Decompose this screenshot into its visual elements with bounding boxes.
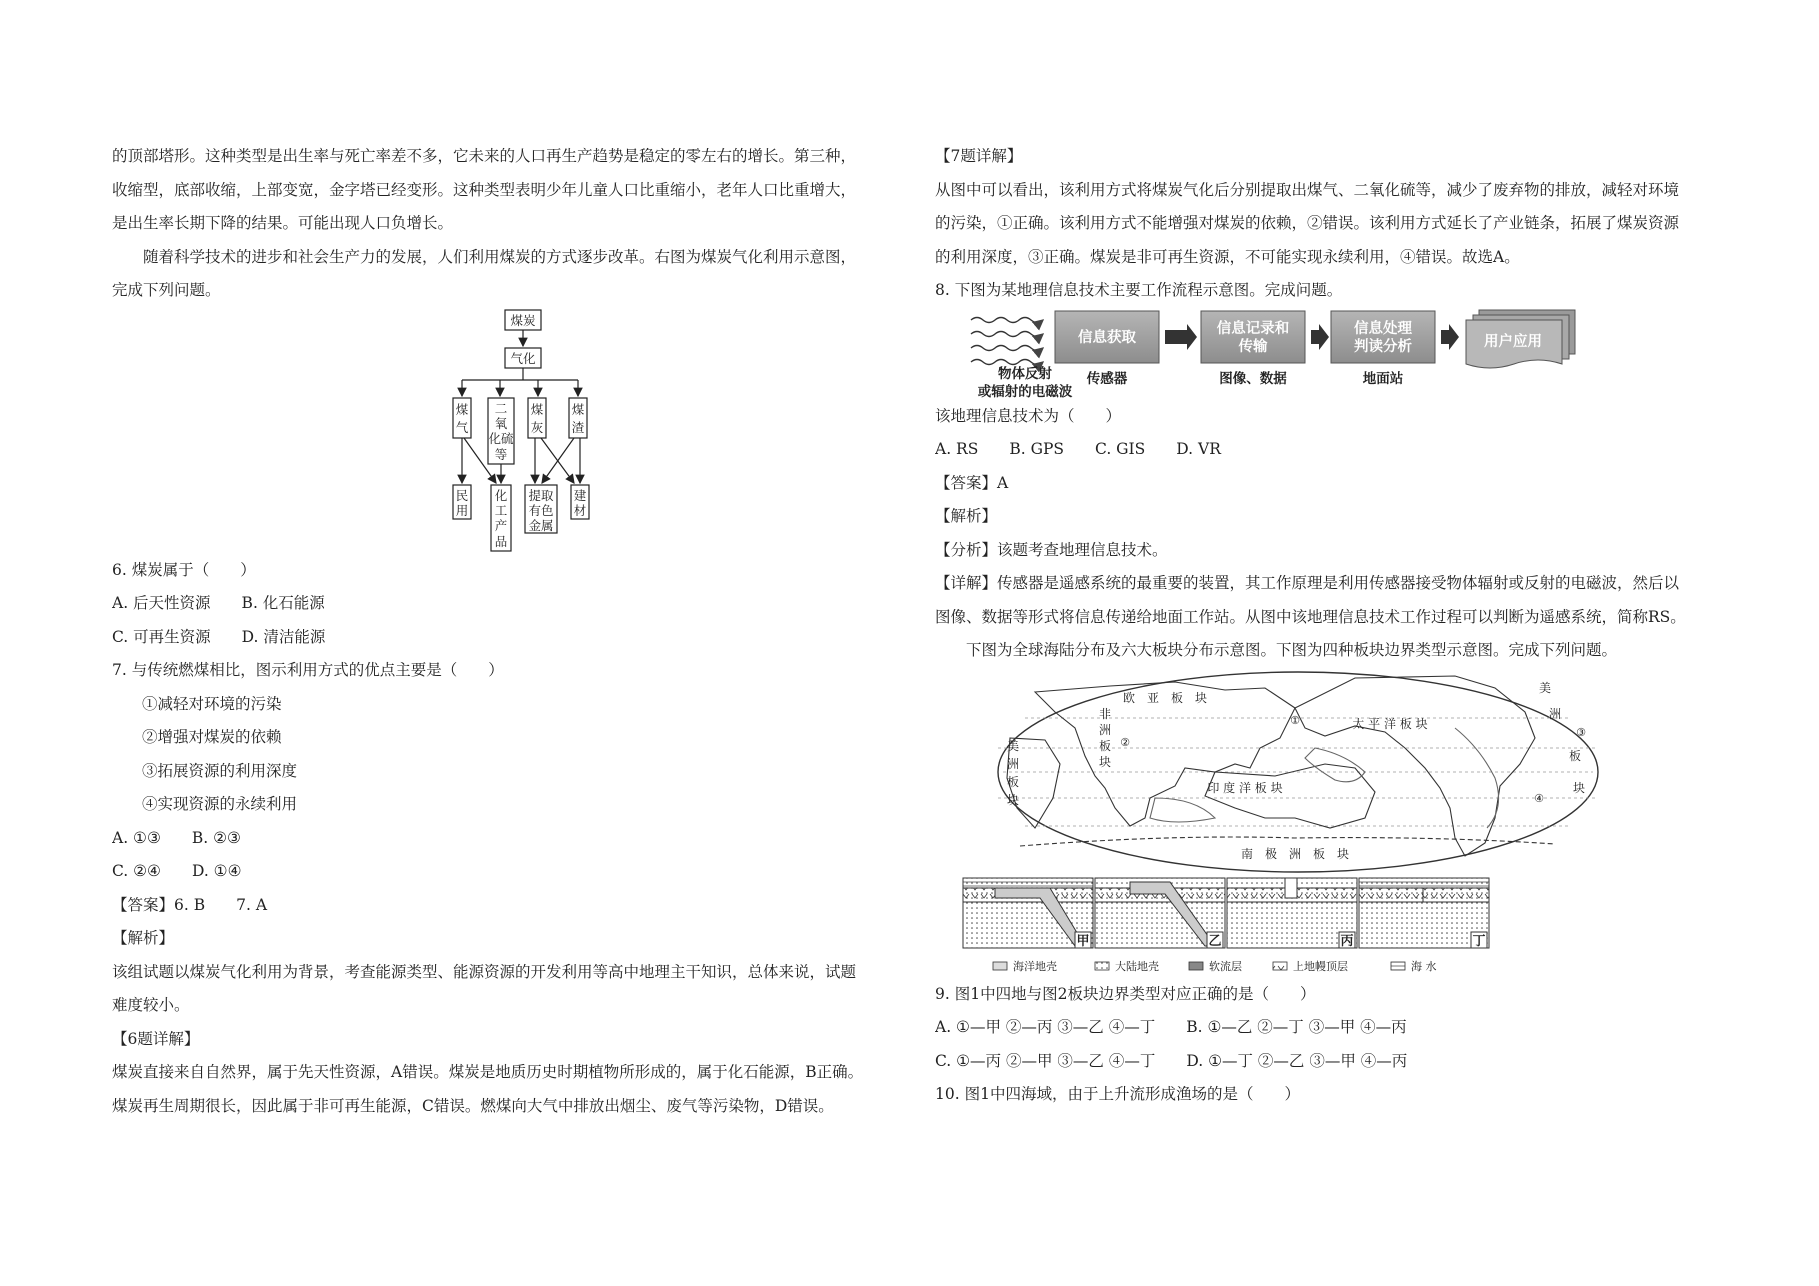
q8-fenxi: 【分析】该题考查地理信息技术。 bbox=[935, 540, 1168, 559]
workflow-svg bbox=[935, 308, 1725, 400]
pacific-plate: 太 平 洋 板 块 bbox=[1352, 716, 1428, 731]
svg-text:有色: 有色 bbox=[528, 502, 554, 518]
legend-seawater: 海 水 bbox=[1411, 959, 1437, 973]
question-10: 10. 图1中四海域，由于上升流形成渔场的是（ ） bbox=[935, 1085, 1300, 1103]
image-data-label: 图像、数据 bbox=[1219, 370, 1287, 387]
svg-text:或辐射的电磁波: 或辐射的电磁波 bbox=[977, 383, 1073, 400]
answer: 【答案】6. B 7. A bbox=[112, 895, 268, 914]
q7-item: ①减轻对环境的污染 bbox=[142, 694, 282, 713]
coal-diagram-svg bbox=[112, 308, 902, 554]
legend-continental-crust: 大陆地壳 bbox=[1115, 959, 1159, 973]
product-gas: 煤 bbox=[455, 401, 469, 417]
q7-detail-line: 从图中可以看出，该利用方式将煤炭气化后分别提取出煤气、二氧化硫等，减少了废弃物的排放，减轻对环境 bbox=[935, 180, 1680, 199]
intro-line: 是出生率长期下降的结果。可能出现人口负增长。 bbox=[112, 214, 454, 232]
q8-detail-line: 【详解】传感器是遥感系统的最重要的装置，其工作原理是利用传感器接受物体辐射或反射的电磁波，然后以 bbox=[935, 574, 1680, 592]
q7-item: ④实现资源的永续利用 bbox=[142, 795, 298, 813]
legend-asthenosphere: 软流层 bbox=[1209, 959, 1242, 973]
svg-text:品: 品 bbox=[494, 533, 508, 549]
user-apply-box: 用户应用 bbox=[1484, 333, 1542, 350]
left-column bbox=[112, 140, 902, 1123]
plate-stem: 下图为全球海陆分布及六大板块分布示意图。下图为四种板块边界类型示意图。完成下列问题。 bbox=[966, 641, 1618, 659]
info-record-box: 信息记录和 bbox=[1216, 320, 1290, 337]
panel-ding: 丁 bbox=[1472, 933, 1486, 949]
question-stem: 随着科学技术的进步和社会生产力的发展，人们利用煤炭的方式逐步改革。右图为煤炭气化利用示意图， bbox=[143, 247, 857, 266]
product-so2: 二 bbox=[494, 400, 508, 416]
svg-text:块: 块 bbox=[1006, 792, 1020, 807]
q7-options: C. ②④ D. ①④ bbox=[112, 862, 242, 880]
q7-detail-line: 的利用深度，③正确。煤炭是非可再生资源，不可能实现永续利用，④错误。故选A。 bbox=[935, 247, 1520, 266]
svg-text:判读分析: 判读分析 bbox=[1354, 338, 1412, 355]
svg-text:块: 块 bbox=[1572, 780, 1586, 795]
svg-text:洲: 洲 bbox=[1098, 722, 1112, 737]
analysis-line: 难度较小。 bbox=[112, 996, 190, 1014]
question-7: 7. 与传统燃煤相比，图示利用方式的优点主要是（ ） bbox=[112, 661, 504, 679]
q9-options: C. ①—丙 ②—甲 ③—乙 ④—丁 D. ①—丁 ②—乙 ③—甲 ④—丙 bbox=[935, 1051, 1408, 1070]
svg-text:洲: 洲 bbox=[1006, 756, 1020, 771]
question-stem: 完成下列问题。 bbox=[112, 281, 221, 299]
svg-text:洲: 洲 bbox=[1548, 706, 1562, 721]
svg-text:金属: 金属 bbox=[528, 517, 554, 533]
svg-text:板: 板 bbox=[1098, 738, 1112, 753]
q7-item: ③拓展资源的利用深度 bbox=[142, 761, 298, 780]
question-9: 9. 图1中四地与图2板块边界类型对应正确的是（ ） bbox=[935, 984, 1316, 1003]
svg-text:板: 板 bbox=[1006, 774, 1020, 789]
q6-options: C. 可再生资源 D. 清洁能源 bbox=[112, 627, 326, 646]
america-plate-right: 美 bbox=[1538, 680, 1552, 695]
legend-ocean-crust: 海洋地壳 bbox=[1013, 959, 1057, 973]
q8-detail-line: 图像、数据等形式将信息传递给地面工作站。从图中该地理信息技术工作过程可以判断为遥感系统，简称RS。 bbox=[935, 607, 1686, 626]
q6-options: A. 后天性资源 B. 化石能源 bbox=[112, 594, 325, 612]
svg-text:工: 工 bbox=[494, 502, 508, 518]
marker-3: ③ bbox=[1576, 725, 1586, 739]
svg-text:灰: 灰 bbox=[530, 419, 544, 435]
coal-box: 煤炭 bbox=[510, 312, 536, 328]
analysis-line: 该组试题以煤炭气化利用为背景，考查能源类型、能源资源的开发利用等高中地理主干知识，总体来说，试题 bbox=[112, 962, 857, 981]
legend-upper-mantle: 上地幔顶层 bbox=[1293, 959, 1348, 973]
sensor-label: 传感器 bbox=[1086, 370, 1128, 387]
q7-options: A. ①③ B. ②③ bbox=[112, 828, 241, 847]
q8-answer: 【答案】A bbox=[935, 473, 1009, 492]
rs-workflow-diagram bbox=[935, 308, 1725, 400]
q6-detail-line: 煤炭再生周期很长，因此属于非可再生能源，C错误。燃煤向大气中排放出烟尘、废气等污染物，D错误。 bbox=[112, 1096, 834, 1115]
q8-analysis: 【解析】 bbox=[935, 507, 998, 525]
marker-4: ④ bbox=[1534, 791, 1544, 805]
use-metal: 提取 bbox=[528, 487, 554, 503]
q7-item: ②增强对煤炭的依赖 bbox=[142, 728, 282, 746]
question-8: 8. 下图为某地理信息技术主要工作流程示意图。完成问题。 bbox=[935, 281, 1343, 299]
right-column bbox=[935, 140, 1725, 1112]
info-process-box: 信息处理 bbox=[1354, 320, 1412, 337]
marker-1: ① bbox=[1290, 713, 1300, 727]
ground-station-label: 地面站 bbox=[1362, 370, 1404, 387]
gasify-box: 气化 bbox=[510, 350, 536, 366]
svg-text:传输: 传输 bbox=[1238, 338, 1268, 355]
plate-boundary-panels bbox=[935, 876, 1725, 978]
question-6: 6. 煤炭属于（ ） bbox=[112, 560, 256, 579]
product-ash: 煤 bbox=[530, 401, 544, 417]
panel-jia: 甲 bbox=[1076, 933, 1090, 949]
africa-plate: 非 bbox=[1098, 706, 1112, 721]
svg-text:化硫: 化硫 bbox=[488, 430, 514, 446]
coal-gasification-diagram bbox=[112, 308, 902, 554]
eurasia-plate: 欧 亚 板 块 bbox=[1122, 690, 1208, 705]
q7-detail-title: 【7题详解】 bbox=[935, 147, 1023, 165]
waves-label: 物体反射 bbox=[998, 365, 1052, 382]
svg-text:渣: 渣 bbox=[571, 419, 585, 435]
antarctic-plate: 南 极 洲 板 块 bbox=[1240, 846, 1350, 861]
q8-stem: 该地理信息技术为（ ） bbox=[935, 406, 1122, 425]
analysis-title: 【解析】 bbox=[112, 929, 175, 947]
svg-text:氧: 氧 bbox=[494, 415, 508, 431]
q6-detail-title: 【6题详解】 bbox=[112, 1029, 200, 1048]
q8-options: A. RS B. GPS C. GIS D. VR bbox=[935, 440, 1221, 458]
plate-map bbox=[935, 668, 1725, 876]
use-civil: 民 bbox=[455, 487, 469, 503]
svg-text:板: 板 bbox=[1568, 748, 1582, 763]
q7-detail-line: 的污染，①正确。该利用方式不能增强对煤炭的依赖，②错误。该利用方式延长了产业链条，拓展了煤炭资源 bbox=[935, 214, 1680, 232]
use-chemical: 化 bbox=[494, 487, 508, 503]
product-slag: 煤 bbox=[571, 401, 585, 417]
q6-detail-line: 煤炭直接来自自然界，属于先天性资源，A错误。煤炭是地质历史时期植物所形成的，属于化石能源，B正确。 bbox=[112, 1063, 864, 1081]
svg-text:气: 气 bbox=[455, 419, 469, 435]
marker-2: ② bbox=[1120, 735, 1130, 749]
panel-bing: 丙 bbox=[1340, 933, 1354, 949]
indian-plate: 印 度 洋 板 块 bbox=[1207, 780, 1283, 795]
intro-line: 收缩型，底部收缩，上部变宽，金字塔已经变形。这种类型表明少年儿童人口比重缩小，老年人口比重增大， bbox=[112, 180, 857, 199]
intro-line: 的顶部塔形。这种类型是出生率与死亡率差不多，它未来的人口再生产趋势是稳定的零左右的增长。第三种， bbox=[112, 147, 857, 165]
use-building: 建 bbox=[573, 487, 587, 503]
svg-text:材: 材 bbox=[573, 502, 587, 518]
america-plate-left: 美 bbox=[1006, 738, 1020, 753]
info-acquire-box: 信息获取 bbox=[1078, 329, 1136, 346]
svg-text:等: 等 bbox=[494, 446, 508, 462]
panel-yi: 乙 bbox=[1208, 933, 1222, 949]
q9-options: A. ①—甲 ②—丙 ③—乙 ④—丁 B. ①—乙 ②—丁 ③—甲 ④—丙 bbox=[935, 1018, 1407, 1036]
boundary-panels-svg bbox=[935, 876, 1725, 978]
svg-text:产: 产 bbox=[494, 517, 508, 533]
svg-text:用: 用 bbox=[455, 502, 469, 518]
svg-text:块: 块 bbox=[1098, 754, 1112, 769]
plate-map-svg bbox=[935, 668, 1725, 876]
